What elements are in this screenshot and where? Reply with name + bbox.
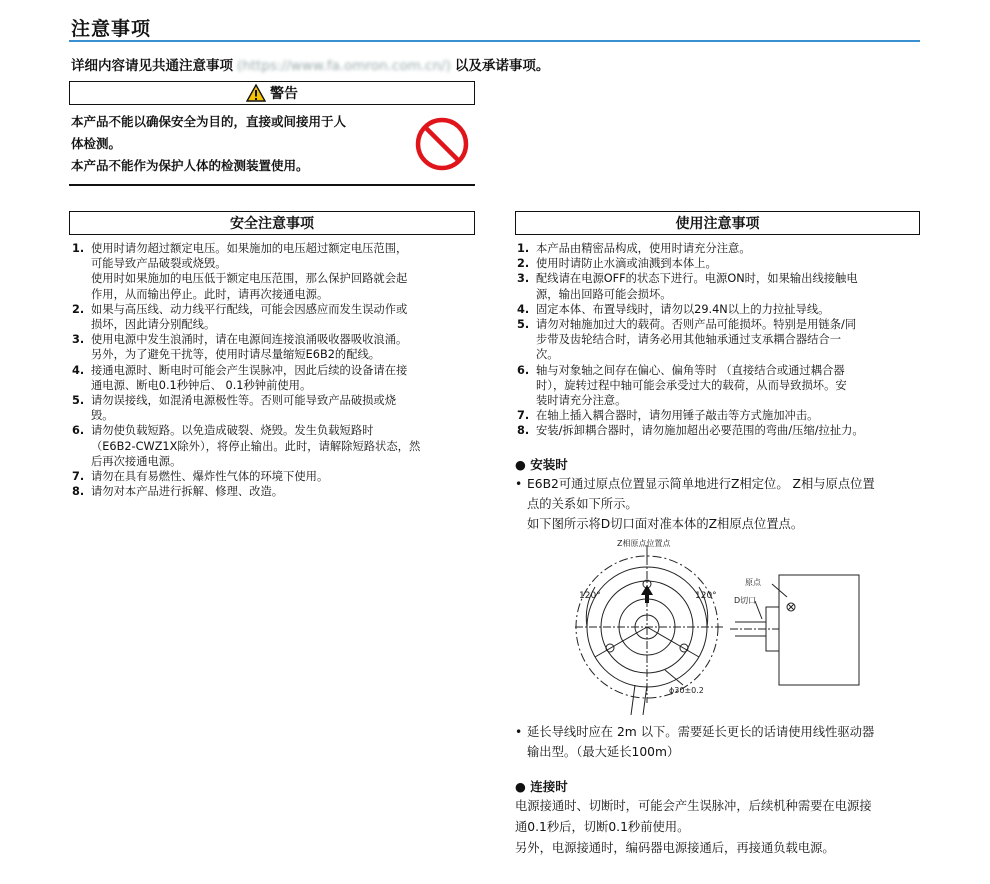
item-line: 安装/拆卸耦合器时，请勿施加超出必要范围的弯曲/压缩/拉扯力。	[536, 424, 864, 438]
install-bullet-2	[515, 722, 925, 762]
item-text	[536, 302, 925, 317]
extension-line: 输出型。（最大延长100m）	[527, 745, 680, 759]
item-line: 可能导致产品破裂或烧毁。	[91, 257, 227, 271]
usage-item	[515, 408, 925, 423]
item-number: 2.	[72, 302, 85, 316]
item-line: 步带及齿轮结合时，请务必用其他轴承通过支承耦合器结合一	[536, 333, 842, 347]
diagram-z-label: Z相原点位置点	[617, 539, 671, 548]
item-text	[91, 423, 480, 469]
item-text	[91, 363, 480, 393]
install-bullet-1	[515, 474, 925, 514]
item-number: 3.	[72, 333, 85, 347]
item-number: 8.	[72, 485, 85, 499]
item-line: 请勿误接线，如混淆电源极性等。否则可能导致产品破损或烧	[91, 394, 397, 408]
connect-heading: ● 连接时	[515, 779, 568, 794]
diagram-angle-right: 120°	[695, 591, 717, 601]
item-line: 请勿在具有易燃性、爆炸性气体的环境下使用。	[91, 470, 329, 484]
usage-item	[515, 302, 925, 317]
warning-bottom-rule	[69, 184, 475, 186]
diagram-diameter-label: ϕ30±0.2	[669, 686, 704, 695]
item-line: 损坏，因此请分别配线。	[91, 318, 216, 332]
warning-triangle-icon	[246, 84, 266, 102]
item-line: 次。	[536, 348, 559, 362]
install-indent-line: 如下图所示将D切口面对准本体的Z相原点位置点。	[527, 517, 804, 531]
item-text	[91, 241, 480, 302]
item-line: 时），旋转过程中轴可能会承受过大的载荷，从而导致损坏。安	[536, 378, 847, 392]
item-number: 4.	[72, 363, 85, 377]
item-line: 通电源、断电0.1秒钟后、 0.1秒钟前使用。	[91, 378, 312, 392]
intro-text-after: 以及承诺事项。	[454, 58, 550, 74]
item-number: 6.	[517, 363, 530, 377]
item-number: 7.	[72, 470, 85, 484]
warning-line: 本产品不能以确保安全为目的，直接或间接用于人	[71, 114, 347, 129]
item-text	[536, 423, 925, 438]
install-line: • E6B2可通过原点位置显示简单地进行Z相定位。 Z相与原点位置	[527, 477, 875, 491]
item-line: 装时请充分注意。	[536, 394, 627, 408]
item-number: 1.	[72, 242, 85, 255]
usage-item	[515, 256, 925, 271]
warning-header	[69, 81, 475, 105]
warning-label: 警告	[270, 86, 298, 102]
item-number: 3.	[517, 272, 530, 286]
item-line: 在轴上插入耦合器时，请勿用锤子敲击等方式施加冲击。	[536, 409, 819, 423]
item-line: 使用时请勿超过额定电压。如果施加的电压超过额定电压范围，	[91, 242, 408, 255]
warning-line: 体检测。	[71, 136, 122, 151]
item-line: （E6B2-CWZ1X除外），将停止输出。此时，请解除短路状态，然	[91, 439, 421, 453]
diagram-origin-label: 原点	[745, 578, 761, 587]
item-number: 5.	[517, 318, 530, 332]
extension-text	[515, 722, 925, 762]
item-text	[91, 393, 480, 423]
item-number: 6.	[72, 424, 85, 438]
usage-item	[515, 271, 925, 301]
item-number: 5.	[72, 394, 85, 408]
item-text	[536, 317, 925, 363]
safety-item	[70, 241, 480, 302]
item-line: 如果与高压线、动力线平行配线，可能会因感应而发生误动作或	[91, 302, 408, 316]
item-line: 后再次接通电源。	[91, 454, 182, 468]
item-text	[91, 469, 480, 484]
item-line: 本产品由精密品构成，使用时请充分注意。	[536, 242, 751, 255]
encoder-mounting-diagram	[565, 535, 860, 715]
item-line: 毁。	[91, 409, 114, 423]
item-line: 配线请在电源OFF的状态下进行。电源ON时，如果输出线接触电	[536, 272, 858, 286]
item-number: 2.	[517, 257, 530, 271]
diagram-dcut-label: D切口	[734, 596, 757, 605]
item-text	[91, 332, 480, 362]
title-divider	[69, 40, 920, 42]
usage-heading: 使用注意事项	[515, 211, 920, 235]
safety-item	[70, 393, 480, 423]
connect-text	[515, 796, 930, 859]
item-line: 请勿使负载短路。以免造成破裂、烧毁。发生负载短路时	[91, 424, 374, 438]
safety-heading: 安全注意事项	[69, 211, 475, 235]
item-text	[536, 241, 925, 256]
item-number: 7.	[517, 409, 530, 423]
usage-item	[515, 423, 925, 438]
item-text	[91, 302, 480, 332]
prohibition-icon	[414, 116, 470, 172]
item-line: 使用时如果施加的电压低于额定电压范围，那么保护回路就会起	[91, 272, 408, 286]
usage-item	[515, 363, 925, 409]
item-text	[536, 363, 925, 409]
item-number: 4.	[517, 302, 530, 316]
intro-text-before: 详细内容请见共通注意事项	[71, 58, 233, 74]
item-text	[91, 484, 480, 499]
usage-item	[515, 241, 925, 256]
connect-line: 另外，电源接通时，编码器电源接通后，再接通负载电源。	[515, 841, 835, 855]
safety-item	[70, 363, 480, 393]
item-line: 源，输出回路可能会损坏。	[536, 287, 672, 301]
blurred-url: (https://www.fa.omron.com.cn/)	[237, 58, 451, 74]
warning-text	[71, 111, 401, 177]
item-line: 作用，从而输出停止。此时，请再次接通电源。	[91, 287, 329, 301]
item-text	[536, 408, 925, 423]
safety-item	[70, 469, 480, 484]
usage-list	[515, 241, 925, 439]
item-line: 另外，为了避免干扰等，使用时请尽量缩短E6B2的配线。	[91, 348, 381, 362]
connect-line: 通0.1秒后，切断0.1秒前使用。	[515, 820, 690, 834]
safety-item	[70, 332, 480, 362]
extension-line: • 延长导线时应在 2m 以下。需要延长更长的话请使用线性驱动器	[527, 725, 875, 739]
item-text	[536, 271, 925, 301]
safety-item	[70, 423, 480, 469]
install-text	[515, 474, 925, 534]
intro-line	[71, 54, 549, 74]
item-number: 1.	[517, 242, 530, 255]
connect-line: 电源接通时、切断时，可能会产生误脉冲，后续机种需要在电源接	[515, 799, 872, 813]
item-line: 请勿对本产品进行拆解、修理、改造。	[91, 485, 284, 499]
item-number: 8.	[517, 424, 530, 438]
item-line: 轴与对象轴之间存在偏心、偏角等时 （直接结合或通过耦合器	[536, 363, 845, 377]
item-line: 请勿对轴施加过大的载荷。否则产品可能损坏。特别是用链条/同	[536, 318, 857, 332]
safety-item	[70, 302, 480, 332]
item-text	[536, 256, 925, 271]
warning-line: 本产品不能作为保护人体的检测装置使用。	[71, 158, 309, 173]
install-line: 点的关系如下所示。	[527, 497, 638, 511]
safety-list	[70, 241, 480, 499]
item-line: 使用时请防止水滴或油溅到本体上。	[536, 257, 717, 271]
install-heading: ● 安装时	[515, 457, 568, 472]
usage-item	[515, 317, 925, 363]
item-line: 接通电源时、断电时可能会产生误脉冲，因此后续的设备请在接	[91, 363, 408, 377]
safety-item	[70, 484, 480, 499]
item-line: 固定本体、布置导线时，请勿以29.4N以上的力拉扯导线。	[536, 302, 830, 316]
item-line: 使用电源中发生浪涌时，请在电源间连接浪涌吸收器吸收浪涌。	[91, 333, 408, 347]
page-title: 注意事项	[71, 18, 152, 40]
diagram-angle-left: 120°	[579, 591, 601, 601]
